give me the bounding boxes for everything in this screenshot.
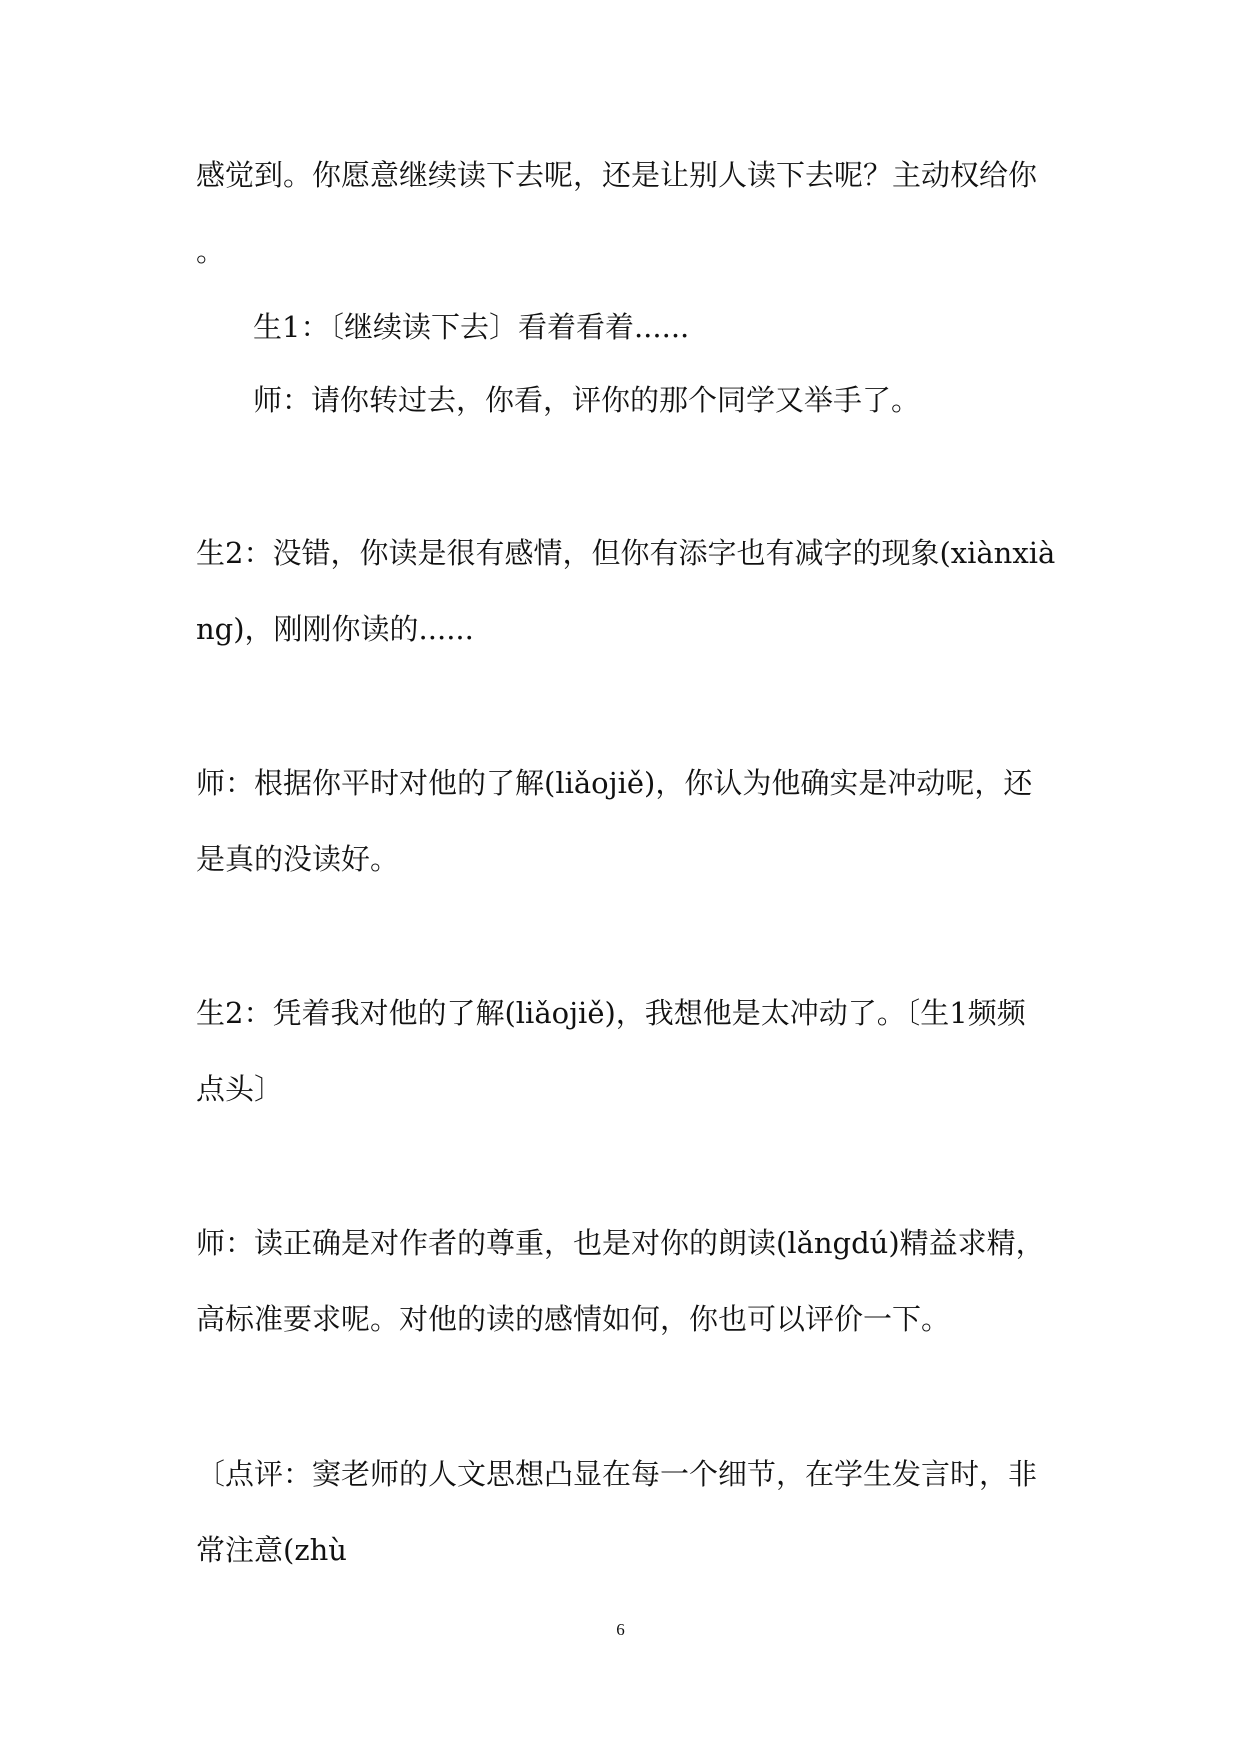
text-line-9: 生2：凭着我对他的了解(liǎojiě)，我想他是太冲动了。〔生1频频 (196, 996, 1026, 1030)
text-line-12: 高标准要求呢。对他的读的感情如何，你也可以评价一下。 (196, 1302, 951, 1336)
text-line-1: 感觉到。你愿意继续读下去呢，还是让别人读下去呢？主动权给你 (196, 158, 1038, 192)
text-line-6: ng)，刚刚你读的...... (196, 612, 474, 646)
page-number: 6 (616, 1620, 625, 1639)
text-line-10: 点头〕 (196, 1072, 284, 1106)
text-line-14: 常注意(zhù (196, 1533, 347, 1567)
text-line-13: 〔点评：窦老师的人文思想凸显在每一个细节，在学生发言时，非 (196, 1457, 1038, 1491)
text-line-5: 生2：没错，你读是很有感情，但你有添字也有减字的现象(xiànxià (196, 536, 1056, 570)
text-line-4: 师：请你转过去，你看，评你的那个同学又举手了。 (253, 383, 921, 417)
text-line-8: 是真的没读好。 (196, 842, 400, 876)
text-line-7: 师：根据你平时对他的了解(liǎojiě)，你认为他确实是冲动呢，还 (196, 766, 1033, 800)
text-line-11: 师：读正确是对作者的尊重，也是对你的朗读(lǎngdú)精益求精， (196, 1226, 1045, 1260)
text-line-3: 生1：〔继续读下去〕看着看着...... (253, 310, 690, 344)
text-line-2: 。 (196, 234, 226, 268)
